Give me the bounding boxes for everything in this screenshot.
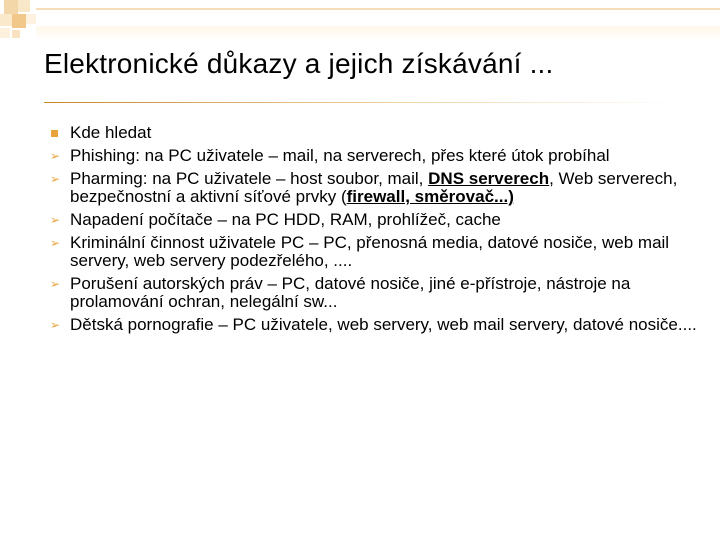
list-item [50, 170, 700, 206]
decor-square [12, 30, 20, 38]
slide-title: Elektronické důkazy a jejich získávání ... [44, 48, 554, 79]
arrow-bullet-icon: ➢ [50, 236, 61, 250]
list-item [50, 211, 700, 229]
decor-square [0, 28, 10, 38]
list-item [50, 316, 700, 334]
list-item [50, 124, 700, 142]
arrow-bullet-icon: ➢ [50, 213, 61, 227]
list-item-text: Napadení počítače – na PC HDD, RAM, prohlížeč, cache [70, 210, 501, 229]
list-item [50, 147, 700, 165]
decor-square [12, 14, 26, 28]
arrow-bullet-icon: ➢ [50, 149, 61, 163]
dns-servers-link[interactable]: DNS serverech [428, 169, 550, 188]
list-item-text: Kriminální činnost uživatele PC – PC, přenosná media, datové nosiče, web mail servery, web servery podezřelého, .... [70, 233, 670, 270]
title-underline [44, 102, 676, 103]
decor-square [18, 0, 30, 12]
arrow-bullet-icon: ➢ [50, 172, 61, 186]
list-item-text: Phishing: na PC uživatele – mail, na serverech, přes které útok probíhal [70, 146, 610, 165]
arrow-bullet-icon: ➢ [50, 277, 61, 291]
list-item [50, 234, 700, 270]
list-item [50, 275, 700, 311]
firewall-link[interactable]: firewall, směrovač...) [346, 187, 514, 206]
decor-square [0, 14, 12, 26]
list-item-text: Pharming: na PC uživatele – host soubor, mail, [70, 169, 429, 188]
square-bullet-icon [50, 125, 64, 141]
list-item-text: Kde hledat [70, 123, 152, 142]
list-item-text: , Web serverech, bezpečnostní a aktivní síťové prvky ( [70, 169, 678, 206]
decor-line [36, 8, 720, 10]
decor-square [26, 14, 36, 24]
header-decoration [0, 0, 720, 40]
list-item-text: Porušení autorských práv – PC, datové nosiče, jiné e-přístroje, nástroje na prolamování ochran, nelegální sw... [70, 274, 631, 311]
list-item-text: Dětská pornografie – PC uživatele, web servery, web mail servery, datové nosiče.... [70, 315, 697, 334]
decor-square [4, 0, 18, 14]
decor-band [36, 26, 720, 38]
arrow-bullet-icon: ➢ [50, 318, 61, 332]
bullet-list [50, 124, 700, 339]
